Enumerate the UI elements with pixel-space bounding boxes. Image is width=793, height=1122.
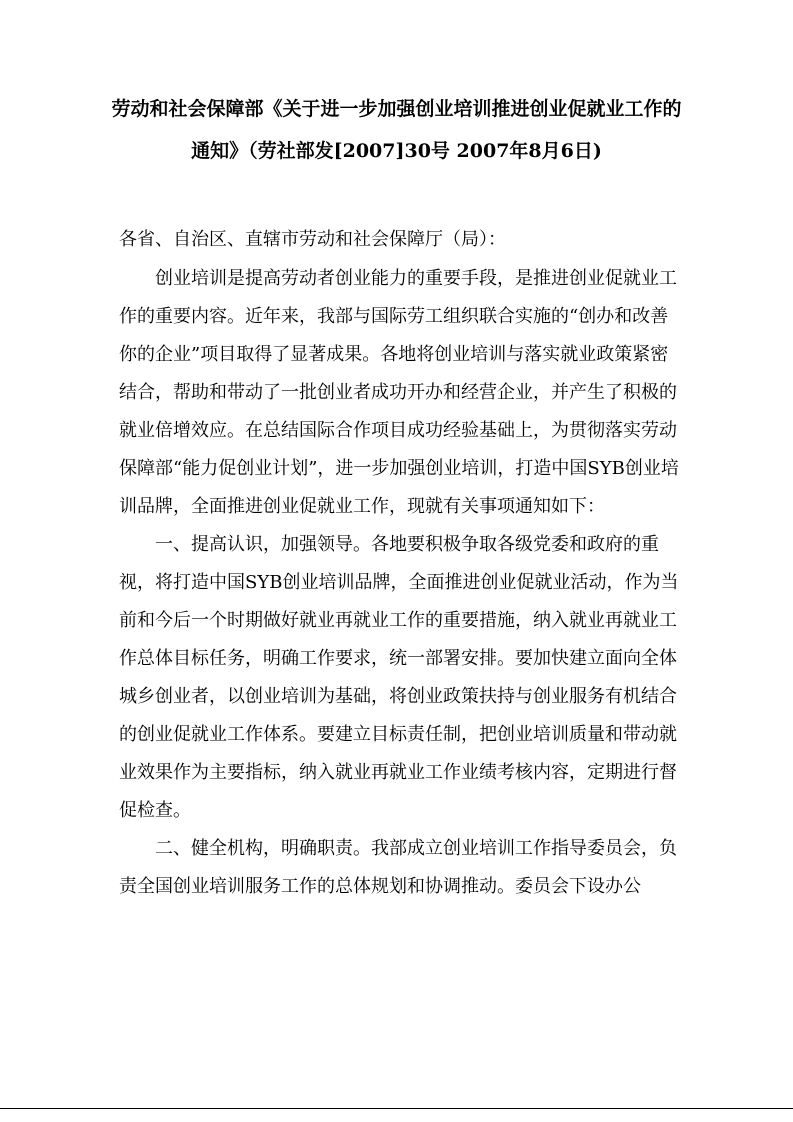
document-title-line-2: 通知》（劳社部发[2007]30号 2007年8月6日) bbox=[191, 140, 602, 162]
paragraph-intro: 创业培训是提高劳动者创业能力的重要手段，是推进创业促就业工作的重要内容。近年来，我部与国际劳工组织联合实施的“创办和改善你的企业”项目取得了显著成果。各地将创业培训与落实就业政策紧密结合，帮助和带动了一批创业者成功开办和经营企业，并产生了积极的就业倍增效应。在总结国际合作项目成功经验基础上，为贯彻落实劳动保障部“能力促创业计划”，进一步加强创业培训，打造中国SYB创业培训品牌，全面推进创业促就业工作，现就有关事项通知如下： bbox=[119, 268, 679, 517]
paragraph-section-1: 一、提高认识，加强领导。各地要积极争取各级党委和政府的重视，将打造中国SYB创业培训品牌，全面推进创业促就业活动，作为当前和今后一个时期做好就业再就业工作的重要措施，纳入就业再就业工作总体目标任务，明确工作要求，统一部署安排。要加快建立面向全体城乡创业者，以创业培训为基础，将创业政策扶持与创业服务有机结合的创业促就业工作体系。要建立目标责任制，把创业培训质量和带动就业效果作为主要指标，纳入就业再就业工作业绩考核内容，定期进行督促检查。 bbox=[119, 534, 679, 821]
paragraph-section-2: 二、健全机构，明确职责。我部成立创业培训工作指导委员会，负责全国创业培训服务工作的总体规划和协调推动。委员会下设办公 bbox=[119, 838, 677, 897]
page-bottom-divider bbox=[0, 1108, 793, 1109]
document-title-line-1: 劳动和社会保障部《关于进一步加强创业培训推进创业促就业工作的 bbox=[111, 98, 682, 120]
salutation: 各省、自治区、直辖市劳动和社会保障厅（局）： bbox=[119, 229, 506, 250]
document-body bbox=[119, 260, 679, 906]
